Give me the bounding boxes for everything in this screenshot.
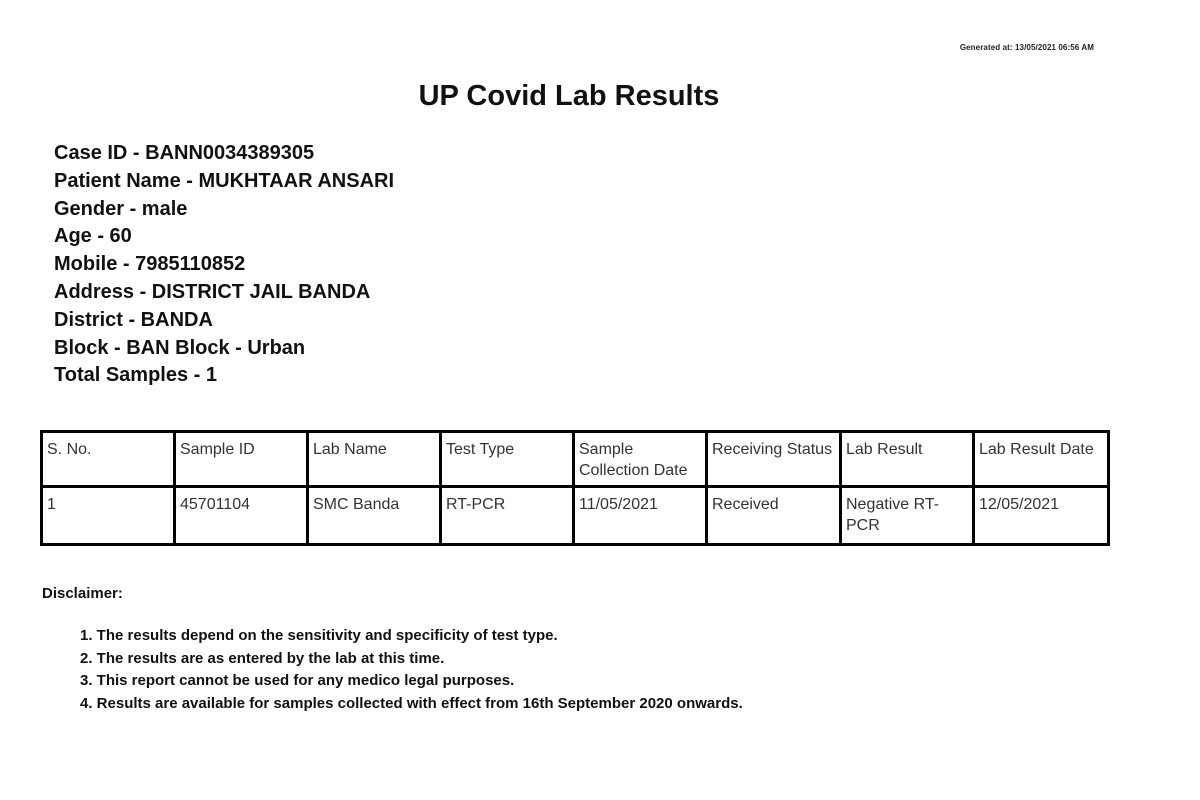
case-id: Case ID - BANN0034389305 [54, 142, 315, 164]
patient-address: Address - DISTRICT JAIL BANDA [54, 280, 371, 303]
column-header: Receiving Status [707, 432, 841, 487]
patient-details [54, 140, 394, 390]
table-header-row [42, 432, 1109, 487]
cell-test-type: RT-PCR [441, 487, 574, 545]
lab-results-table [40, 430, 1110, 546]
cell-result-date: 12/05/2021 [974, 487, 1109, 545]
column-header: Lab Result Date [974, 432, 1109, 487]
cell-receiving-status: Received [707, 487, 841, 545]
patient-gender: Gender - male [54, 197, 188, 220]
patient-age: Age - 60 [54, 225, 132, 248]
patient-name: Patient Name - MUKHTAAR ANSARI [54, 169, 395, 192]
column-header: Lab Result [841, 432, 974, 487]
column-header: Sample ID [175, 432, 308, 487]
column-header: Lab Name [308, 432, 441, 487]
disclaimer-heading: Disclaimer: [42, 585, 123, 602]
disclaimer-item: 2. The results are as entered by the lab at this time. [80, 649, 445, 667]
disclaimer-item: 1. The results depend on the sensitivity and specificity of test type. [80, 627, 558, 644]
disclaimer-item: 4. Results are available for samples collected with effect from 16th September 2020 onwards. [80, 694, 743, 712]
column-header: S. No. [42, 432, 175, 487]
cell-lab-name: SMC Banda [308, 487, 441, 545]
total-samples: Total Samples - 1 [54, 364, 218, 387]
patient-district: District - BANDA [54, 308, 213, 331]
cell-lab-result: Negative RT-PCR [841, 487, 974, 545]
disclaimer-list [80, 625, 743, 715]
cell-collection-date: 11/05/2021 [574, 487, 707, 545]
generated-timestamp: Generated at: 13/05/2021 06:56 AM [959, 43, 1094, 52]
table-row [42, 487, 1109, 545]
column-header: Test Type [441, 432, 574, 487]
page-title: UP Covid Lab Results [418, 80, 720, 112]
cell-serial-number: 1 [42, 487, 175, 545]
disclaimer-item: 3. This report cannot be used for any medico legal purposes. [80, 672, 515, 689]
patient-mobile: Mobile - 7985110852 [54, 253, 246, 276]
patient-block: Block - BAN Block - Urban [54, 336, 306, 359]
column-header: Sample Collection Date [574, 432, 707, 487]
cell-sample-id: 45701104 [175, 487, 308, 545]
